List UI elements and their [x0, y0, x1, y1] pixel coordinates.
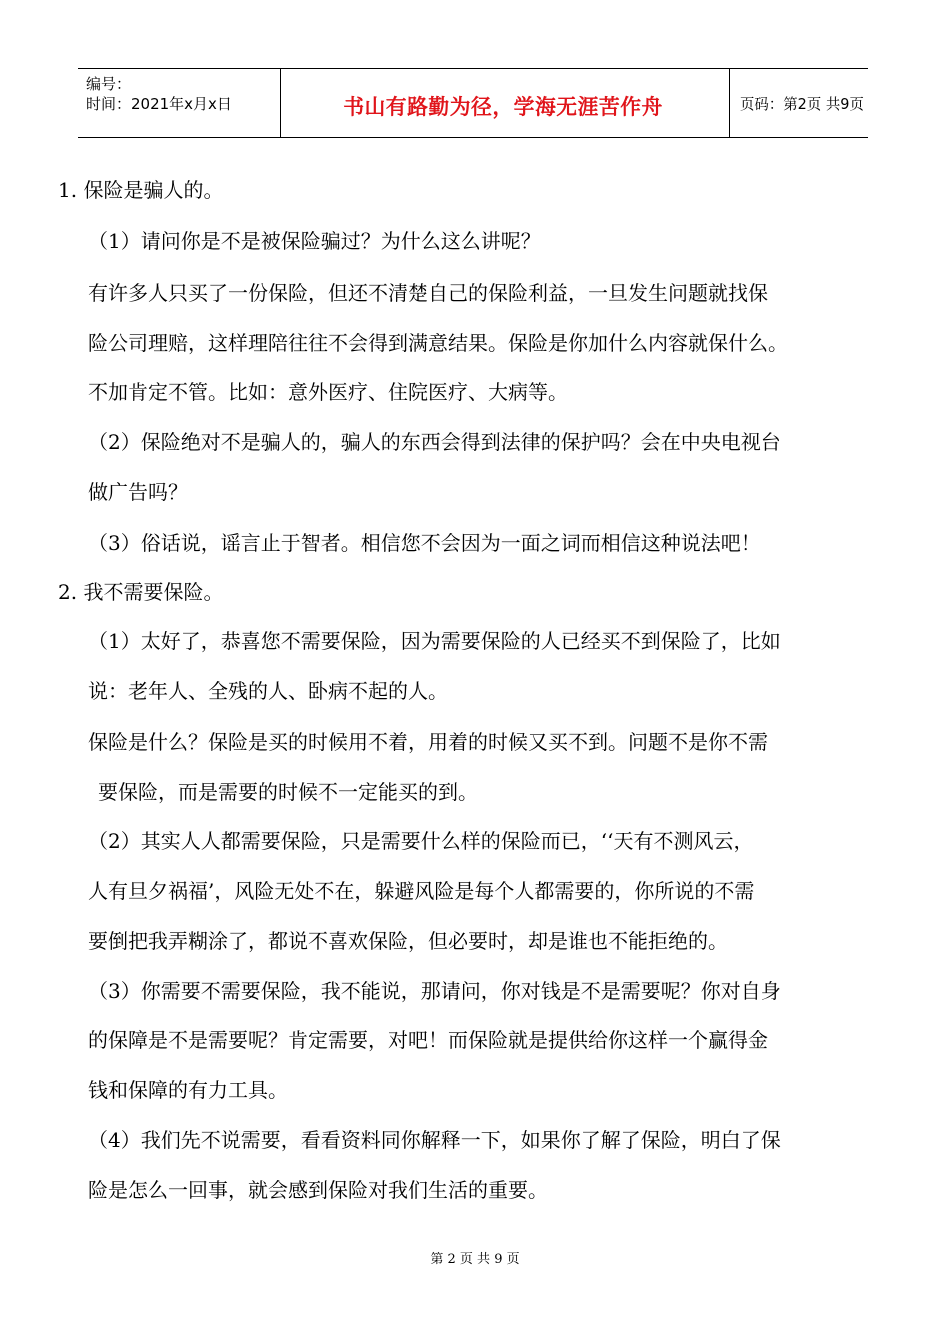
heading-1: 1. 保险是骗人的。	[58, 178, 224, 202]
paragraph-line: （1）太好了，恭喜您不需要保险，因为需要保险的人已经买不到保险了，比如	[88, 629, 781, 653]
header-middle-cell	[280, 69, 730, 137]
paragraph-line: 有许多人只买了一份保险，但还不清楚自己的保险利益，一旦发生问题就找保	[88, 281, 768, 305]
heading-2: 2. 我不需要保险。	[58, 580, 224, 604]
paragraph-line: 人有旦夕祸福’，风险无处不在，躲避风险是每个人都需要的，你所说的不需	[88, 879, 755, 903]
paragraph-line: 要倒把我弄糊涂了，都说不喜欢保险，但必要时，却是谁也不能拒绝的。	[88, 929, 728, 953]
paragraph-line: 钱和保障的有力工具。	[88, 1078, 288, 1102]
paragraph-line: 不加肯定不管。比如：意外医疗、住院医疗、大病等。	[88, 380, 568, 404]
paragraph-line: 险公司理赔，这样理陪往往不会得到满意结果。保险是你加什么内容就保什么。	[88, 331, 788, 355]
page-header	[78, 68, 868, 138]
page-number-label: 页码：第2页 共9页	[740, 95, 864, 113]
paragraph-line: （3）俗话说，谣言止于智者。相信您不会因为一面之词而相信这种说法吧！	[88, 531, 761, 555]
header-right-cell	[730, 69, 868, 137]
paragraph-line: 说：老年人、全残的人、卧病不起的人。	[88, 679, 448, 703]
header-left-cell	[78, 69, 280, 137]
paragraph-line: 保险是什么？保险是买的时候用不着，用着的时候又买不到。问题不是你不需	[88, 730, 768, 754]
paragraph-line: （3）你需要不需要保险，我不能说，那请问，你对钱是不是需要呢？你对自身	[88, 979, 781, 1003]
paragraph-line: （2）其实人人都需要保险，只是需要什么样的保险而已，‘‘天有不测风云，	[88, 829, 754, 853]
paragraph-line: 险是怎么一回事，就会感到保险对我们生活的重要。	[88, 1178, 548, 1202]
paragraph-line: （4）我们先不说需要，看看资料同你解释一下，如果你了解了保险，明白了保	[88, 1128, 781, 1152]
paragraph-line: 要保险，而是需要的时候不一定能买的到。	[98, 780, 478, 804]
paragraph-line: 的保障是不是需要呢？肯定需要，对吧！而保险就是提供给你这样一个赢得金	[88, 1028, 768, 1052]
paragraph-line: （1）请问你是不是被保险骗过？为什么这么讲呢？	[88, 229, 541, 253]
number-label: 编号：	[86, 75, 132, 93]
page-footer: 第 2 页 共 9 页	[430, 1252, 520, 1267]
paragraph-line: （2）保险绝对不是骗人的，骗人的东西会得到法律的保护吗？会在中央电视台	[88, 430, 781, 454]
time-label: 时间：2021年x月x日	[86, 95, 232, 113]
motto-text: 书山有路勤为径，学海无涯苦作舟	[343, 95, 663, 119]
paragraph-line: 做广告吗？	[88, 480, 188, 504]
